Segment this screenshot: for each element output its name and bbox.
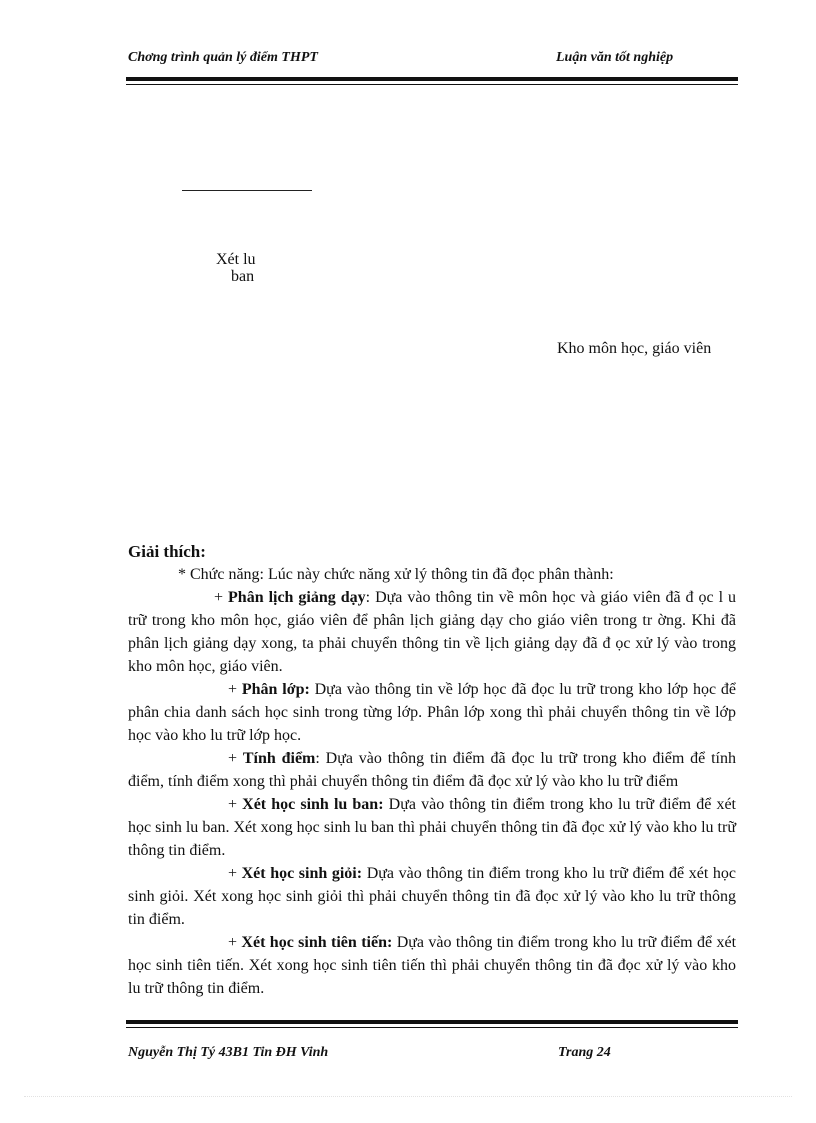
diagram-label-kho-mon-hoc: Kho môn học, giáo viên [557, 340, 712, 357]
item-title: Phân lịch giảng dạy [228, 589, 366, 606]
item-title: Tính điểm [242, 750, 316, 767]
function-intro: * Chức năng: Lúc này chức năng xử lý thông tin đã đọc phân thành: [178, 566, 614, 583]
item-tinh-diem: + Tính điểm: Dựa vào thông tin điểm đã đọc lu trữ trong kho điểm để tính điểm, tính điểm xong thì phải chuyển thông tin điểm đã đọc xử lý vào kho lu trữ điểm [128, 750, 736, 790]
diagram-connector-line [182, 190, 312, 191]
item-title: Xét học sinh tiên tiến: [241, 934, 393, 951]
explanation-section [128, 540, 736, 1000]
header-rule-thin [126, 84, 738, 85]
item-phan-lich: + Phân lịch giảng dạy: Dựa vào thông tin về môn học và giáo viên đã đ ọc l u trữ trong kho môn học, giáo viên để phân lịch giảng dạy cho giáo viên trong tr ờng. Khi đã phân lịch giảng dạy xong, ta phải chuyển thông tin về lịch giảng dạy đã đ ọc xử lý vào trong kho môn học, giáo viên. [128, 589, 737, 675]
item-text: Dựa vào thông tin điểm trong kho lu trữ điểm để xét học sinh tiên tiến. Xét xong học sinh tiên tiến thì phải chuyển thông tin đã đọc xử lý vào kho lu trữ thông tin điểm. [128, 934, 737, 997]
page-edge-divider [24, 1096, 792, 1097]
item-phan-lop: + Phân lớp: Dựa vào thông tin về lớp học đã đọc lu trữ trong kho lớp học để phân chia danh sách học sinh trong từng lớp. Phân lớp xong thì phải chuyển thông tin về lớp học vào kho lu trữ lớp học. [128, 681, 736, 744]
header-subtitle: Luận văn tốt nghiệp [556, 50, 674, 65]
item-text: : Dựa vào thông tin điểm đã đọc lu trữ trong kho điểm để tính điểm, tính điểm xong thì phải chuyển thông tin điểm đã đọc xử lý vào kho lu trữ điểm [128, 750, 736, 790]
item-xet-tien-tien: + Xét học sinh tiên tiến: Dựa vào thông tin điểm trong kho lu trữ điểm để xét học sinh tiên tiến. Xét xong học sinh tiên tiến thì phải chuyển thông tin đã đọc xử lý vào kho lu trữ thông tin điểm. [128, 934, 737, 997]
footer-rule-thick [126, 1020, 738, 1024]
item-text: Dựa vào thông tin điểm trong kho lu trữ điểm để xét học sinh lu ban. Xét xong học sinh lu ban thì phải chuyển thông tin đã đọc xử lý vào kho lu trữ thông tin điểm. [128, 796, 736, 859]
header-title: Chơng trình quản lý điểm THPT [128, 50, 318, 65]
footer-author: Nguyễn Thị Tý 43B1 Tin ĐH Vinh [128, 1045, 329, 1060]
footer-page-number: Trang 24 [558, 1045, 611, 1060]
diagram-label-xet-luu-ban-line2: ban [231, 268, 255, 285]
item-title: Xét học sinh lu ban: [242, 796, 384, 813]
footer-rule-thin [126, 1027, 738, 1028]
item-xet-luu-ban: + Xét học sinh lu ban: Dựa vào thông tin điểm trong kho lu trữ điểm để xét học sinh lu ban. Xét xong học sinh lu ban thì phải chuyển thông tin đã đọc xử lý vào kho lu trữ thông tin điểm. [128, 796, 736, 859]
item-text: : Dựa vào thông tin về môn học và giáo viên đã đ ọc l u trữ trong kho môn học, giáo viên để phân lịch giảng dạy cho giáo viên trong tr ờng. Khi đã phân lịch giảng dạy xong, ta phải chuyển thông tin về lịch giảng dạy đã đ ọc xử lý vào trong kho môn học, giáo viên. [128, 589, 737, 675]
item-text: Dựa vào thông tin điểm trong kho lu trữ điểm để xét học sinh giỏi. Xét xong học sinh giỏi thì phải chuyển thông tin đã đọc xử lý vào kho lu trữ thông tin điểm. [128, 865, 737, 928]
diagram-label-xet-luu-ban-line1: Xét lu [216, 251, 256, 268]
item-title: Xét học sinh giỏi: [241, 865, 363, 882]
item-xet-hoc-sinh-gioi: + Xét học sinh giỏi: Dựa vào thông tin điểm trong kho lu trữ điểm để xét học sinh giỏi. Xét xong học sinh giỏi thì phải chuyển thông tin đã đọc xử lý vào kho lu trữ thông tin điểm. [128, 865, 737, 928]
section-heading: Giải thích: [128, 542, 206, 561]
item-title: Phân lớp: [241, 681, 310, 698]
header-rule-thick [126, 77, 738, 81]
item-text: Dựa vào thông tin về lớp học đã đọc lu trữ trong kho lớp học để phân chia danh sách học sinh trong từng lớp. Phân lớp xong thì phải chuyển thông tin về lớp học vào kho lu trữ lớp học. [128, 681, 736, 744]
